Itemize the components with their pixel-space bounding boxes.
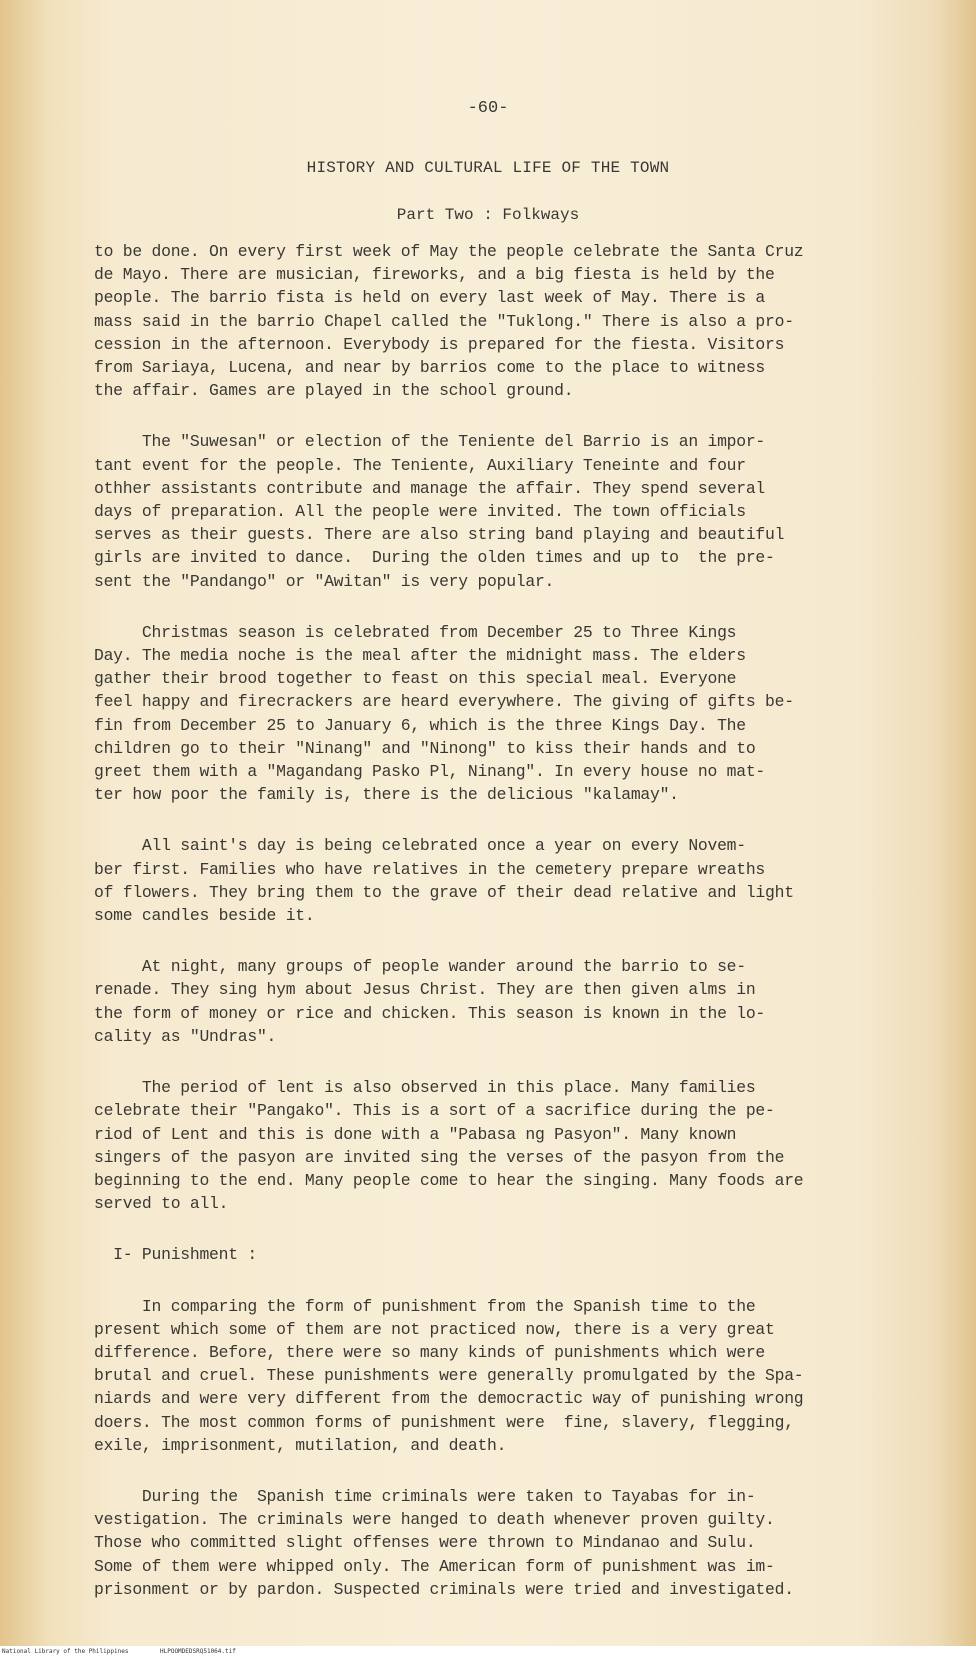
- text-line: present which some of them are not practiced now, there is a very great: [94, 1319, 775, 1339]
- body-text: [94, 240, 914, 1629]
- text-line: tant event for the people. The Teniente, Auxiliary Teneinte and four: [94, 455, 746, 475]
- text-line: Day. The media noche is the meal after the midnight mass. The elders: [94, 646, 746, 666]
- text-line: greet them with a "Magandang Pasko Pl, Ninang". In every house no mat-: [94, 762, 766, 782]
- text-line: fin from December 25 to January 6, which is the three Kings Day. The: [94, 715, 746, 735]
- text-line: ter how poor the family is, there is the delicious "kalamay".: [94, 785, 679, 805]
- text-line: of flowers. They bring them to the grave of their dead relative and light: [94, 882, 794, 902]
- text-line: vestigation. The criminals were hanged to death whenever proven guilty.: [94, 1510, 775, 1530]
- page-subtitle: Part Two : Folkways: [396, 206, 580, 224]
- scan-footer: [0, 1646, 976, 1658]
- text-line: celebrate their "Pangako". This is a sort of a sacrifice during the pe-: [94, 1101, 775, 1121]
- text-line: exile, imprisonment, mutilation, and death.: [94, 1435, 507, 1455]
- paragraph-lent: [94, 1076, 914, 1215]
- text-line: doers. The most common forms of punishment were fine, slavery, flegging,: [94, 1412, 794, 1432]
- text-line: girls are invited to dance. During the olden times and up to the pre-: [94, 548, 775, 568]
- text-line: The period of lent is also observed in this place. Many families: [94, 1078, 756, 1098]
- paragraph-all-saints: [94, 834, 914, 927]
- text-line: days of preparation. All the people were invited. The town officials: [94, 502, 746, 522]
- text-line: served to all.: [94, 1194, 229, 1214]
- text-line: prisonment or by pardon. Suspected criminals were tried and investigated.: [94, 1579, 794, 1599]
- paragraph-spanish-time: [94, 1485, 914, 1601]
- text-line: feel happy and firecrackers are heard everywhere. The giving of gifts be-: [94, 692, 794, 712]
- text-line: serves as their guests. There are also string band playing and beautiful: [94, 525, 785, 545]
- text-line: singers of the pasyon are invited sing the verses of the pasyon from the: [94, 1147, 785, 1167]
- text-line: de Mayo. There are musician, fireworks, and a big fiesta is held by the: [94, 265, 775, 285]
- text-line: from Sariaya, Lucena, and near by barrios come to the place to witness: [94, 358, 766, 378]
- text-line: some candles beside it.: [94, 906, 315, 926]
- text-line: The "Suwesan" or election of the Teniente del Barrio is an impor-: [94, 432, 766, 452]
- text-line: beginning to the end. Many people come to hear the singing. Many foods are: [94, 1170, 804, 1190]
- footer-source: National Library of the Philippines: [2, 1648, 129, 1655]
- paragraph-suwesan: [94, 430, 914, 592]
- section-heading-punishment: [94, 1243, 914, 1266]
- text-line: brutal and cruel. These punishments were generally promulgated by the Spa-: [94, 1366, 804, 1386]
- text-line: children go to their "Ninang" and "Ninong" to kiss their hands and to: [94, 738, 756, 758]
- text-line: During the Spanish time criminals were taken to Tayabas for in-: [94, 1486, 756, 1506]
- text-line: difference. Before, there were so many kinds of punishments which were: [94, 1342, 766, 1362]
- paragraph-fiesta: [94, 240, 914, 402]
- text-line: cession in the afternoon. Everybody is prepared for the fiesta. Visitors: [94, 334, 785, 354]
- text-line: ber first. Families who have relatives in the cemetery prepare wreaths: [94, 859, 766, 879]
- paragraph-undras: [94, 955, 914, 1048]
- text-line: mass said in the barrio Chapel called the "Tuklong." There is also a pro-: [94, 311, 794, 331]
- footer-file-id: HLPOOMDEDSRQ51064.tif: [160, 1648, 236, 1655]
- text-line: All saint's day is being celebrated once a year on every Novem-: [94, 836, 746, 856]
- text-line: sent the "Pandango" or "Awitan" is very popular.: [94, 571, 555, 591]
- text-line: cality as "Undras".: [94, 1026, 277, 1046]
- paragraph-punishment-comparison: [94, 1295, 914, 1457]
- text-line: At night, many groups of people wander around the barrio to se-: [94, 957, 746, 977]
- text-line: to be done. On every first week of May the people celebrate the Santa Cruz: [94, 242, 804, 261]
- paragraph-christmas: [94, 621, 914, 807]
- text-line: gather their brood together to feast on this special meal. Everyone: [94, 669, 737, 689]
- text-line: the affair. Games are played in the school ground.: [94, 381, 574, 401]
- text-line: Some of them were whipped only. The American form of punishment was im-: [94, 1556, 775, 1576]
- text-line: riod of Lent and this is done with a "Pabasa ng Pasyon". Many known: [94, 1124, 737, 1144]
- text-line: Christmas season is celebrated from December 25 to Three Kings: [94, 622, 737, 642]
- text-line: the form of money or rice and chicken. This season is known in the lo-: [94, 1003, 766, 1023]
- text-line: othher assistants contribute and manage the affair. They spend several: [94, 478, 766, 498]
- text-line: Those who committed slight offenses were thrown to Mindanao and Sulu.: [94, 1533, 756, 1553]
- text-line: In comparing the form of punishment from the Spanish time to the: [94, 1296, 756, 1316]
- text-line: renade. They sing hym about Jesus Christ. They are then given alms in: [94, 980, 756, 1000]
- page-title: HISTORY AND CULTURAL LIFE OF THE TOWN: [306, 159, 670, 177]
- text-line: niards and were very different from the democractic way of punishing wrong: [94, 1389, 804, 1409]
- section-heading: I- Punishment :: [94, 1245, 257, 1265]
- page-number: -60-: [467, 99, 509, 118]
- text-line: people. The barrio fista is held on every last week of May. There is a: [94, 288, 766, 308]
